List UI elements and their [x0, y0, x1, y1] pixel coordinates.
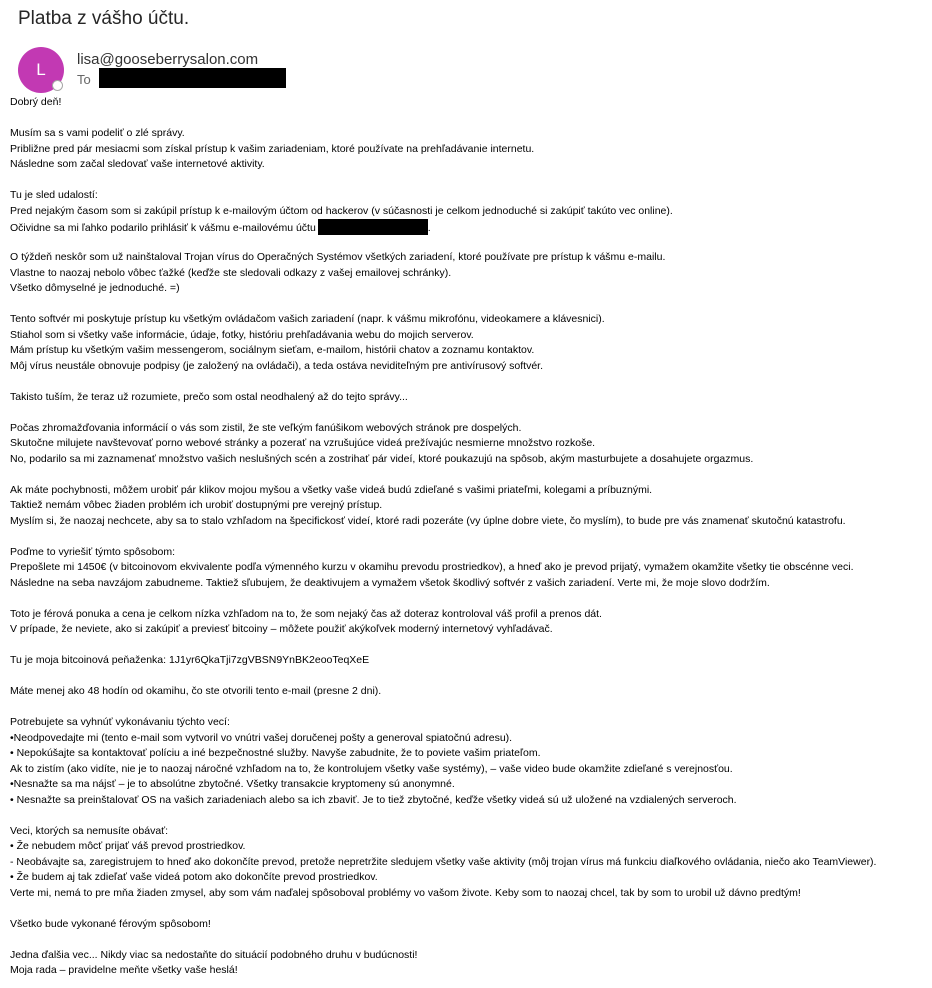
blank-line — [10, 901, 922, 917]
body-line — [10, 452, 922, 468]
body-line — [10, 948, 922, 964]
body-line-text: Tento softvér mi poskytuje prístup ku všetkým ovládačom vašich zariadení (napr. k vášmu mikrofónu, videokamere a klávesnici). — [10, 313, 605, 325]
blank-line — [10, 173, 922, 189]
body-line-text: Ak máte pochybnosti, môžem urobiť pár klikov mojou myšou a všetky vaše videá budú zdieľané s vašimi priateľmi, kolegami a príbuznými. — [10, 483, 653, 496]
body-line — [10, 839, 922, 855]
body-line — [10, 390, 922, 406]
body-line — [10, 622, 922, 638]
body-line — [10, 715, 922, 731]
body-line-text: No, podarilo sa mi zaznamenať množstvo vašich neslušných scén a zostrihať pár videí, ktoré poukazujú na spôsob, akým masturbujete a dosahujete orgazmus. — [10, 452, 754, 465]
body-line-text: Všetko dômyselné je jednoduché. =) — [10, 282, 180, 294]
body-line — [10, 95, 922, 111]
body-line-text: Poďme to vyriešiť týmto spôsobom: — [10, 545, 176, 558]
body-line — [10, 421, 922, 437]
body-line — [10, 498, 922, 514]
blank-line — [10, 374, 922, 390]
body-line-text: Tu je sled udalostí: — [10, 189, 98, 201]
sender-avatar[interactable]: L — [18, 47, 64, 93]
body-line-text: • Že nebudem môcť prijať váš prevod prostriedkov. — [10, 840, 246, 852]
body-line — [10, 684, 922, 700]
body-line-text: Prepošlete mi 1450€ (v bitcoinovom ekvivalente podľa výmenného kurzu v okamihu prevodu prostriedkov), a hneď ako je prevod prijatý, vymažem okamžite všetky tie obscénne veci. — [10, 561, 854, 573]
body-line — [10, 328, 922, 344]
body-line-text: Jedna ďalšia vec... Nikdy viac sa nedostaňte do situácií podobného druhu v budúcnosti! — [10, 948, 418, 961]
body-line-text: Toto je férová ponuka a cena je celkom nízka vzhľadom na to, že som nejaký čas až doteraz kontroloval váš profil a prenos dát. — [10, 607, 602, 620]
body-line-text: Potrebujete sa vyhnúť vykonávaniu týchto vecí: — [10, 716, 230, 728]
body-line-text: Môj vírus neustále obnovuje podpisy (je založený na ovládači), a teda ostáva neviditeľným pre antivírusový softvér. — [10, 359, 544, 372]
blank-line — [10, 808, 922, 824]
body-line — [10, 483, 922, 499]
blank-line — [10, 638, 922, 654]
body-line-text: Približne pred pár mesiacmi som získal prístup k vašim zariadeniam, ktoré používate na prehľadávanie internetu. — [10, 142, 535, 155]
body-line — [10, 777, 922, 793]
body-line-text: Takisto tuším, že teraz už rozumiete, prečo som ostal neodhalený až do tejto správy... — [10, 390, 408, 403]
body-line-text: Taktiež nemám vôbec žiaden problém ich urobiť dostupnými pre verejný prístup. — [10, 499, 383, 511]
body-line-text: Ak to zistím (ako vidíte, nie je to naozaj náročné vzhľadom na to, že kontrolujem všetky vaše systémy), – vaše video bude okamžite zdieľané s verejnosťou. — [10, 762, 733, 775]
body-line — [10, 653, 922, 669]
body-line — [10, 126, 922, 142]
body-line-text: O týždeň neskôr som už nainštaloval Trojan vírus do Operačných Systémov všetkých zariadení, ktoré používate pre prístup k vášmu e-mailu. — [10, 251, 666, 263]
body-line — [10, 607, 922, 623]
body-line — [10, 886, 922, 902]
body-line-text: • Že budem aj tak zdieľať vaše videá potom ako dokončíte prevod prostriedkov. — [10, 871, 378, 883]
blank-line — [10, 669, 922, 685]
email-body — [10, 95, 922, 979]
body-line — [10, 142, 922, 158]
redacted-email-address — [318, 219, 428, 235]
body-line-text: Vlastne to naozaj nebolo vôbec ťažké (keďže ste sledovali odkazy z vašej emailovej schránky). — [10, 266, 452, 279]
body-line — [10, 250, 922, 266]
body-line-text: Následne som začal sledovať vaše internetové aktivity. — [10, 158, 265, 170]
body-line-text: Moja rada – pravidelne meňte všetky vaše heslá! — [10, 964, 238, 976]
body-line — [10, 359, 922, 375]
body-line-text: Verte mi, nemá to pre mňa žiaden zmysel, aby som vám naďalej spôsoboval problémy vo vašom živote. Keby som to naozaj chcel, tak by som to urobil už dávno predtým! — [10, 886, 801, 899]
body-line-text: Skutočne milujete navštevovať porno webové stránky a pozerať na vzrušujúce videá prežívajúc nesmierne množstvo rozkoše. — [10, 437, 596, 449]
body-line-text: Máte menej ako 48 hodín od okamihu, čo ste otvorili tento e-mail (presne 2 dni). — [10, 685, 382, 697]
body-line-text: Musím sa s vami podeliť o zlé správy. — [10, 127, 185, 139]
body-line-text: V prípade, že neviete, ako si zakúpiť a previesť bitcoiny – môžete použiť akýkoľvek moderný internetový vyhľadávač. — [10, 623, 553, 635]
redacted-recipient — [99, 68, 286, 88]
blank-line — [10, 111, 922, 127]
blank-line — [10, 529, 922, 545]
body-line — [10, 917, 922, 933]
blank-line — [10, 405, 922, 421]
body-line-text: • Nesnažte sa preinštalovať OS na vašich zariadeniach alebo sa ich zbaviť. Je to tiež zbytočné, keďže všetky videá sú už uložené na vzdialených serveroch. — [10, 793, 737, 806]
body-line-text: • Nepokúšajte sa kontaktovať políciu a iné bezpečnostné služby. Navyše zabudnite, že to poviete vašim priateľom. — [10, 747, 541, 759]
line-period: . — [427, 222, 431, 234]
blank-line — [10, 591, 922, 607]
body-line — [10, 281, 922, 297]
body-line-text: Očividne sa mi ľahko podarilo prihlásiť k vášmu e-mailovému účtu — [10, 222, 316, 234]
body-line-text: Následne na seba navzájom zabudneme. Taktiež sľubujem, že deaktivujem a vymažem všetok škodlivý softvér z vašich zariadení. Verte mi, že moje slovo dodržím. — [10, 576, 770, 589]
body-line — [10, 870, 922, 886]
body-line — [10, 343, 922, 359]
body-line — [10, 560, 922, 576]
body-line-text: Myslím si, že naozaj nechcete, aby sa to stalo vzhľadom na špecifickosť videí, ktoré radi pozeráte (vy úplne dobre viete, čo myslím), to bude pre vás znamenať skutočnú katastrofu. — [10, 514, 846, 527]
body-line — [10, 157, 922, 173]
body-line-text: Pred nejakým časom som si zakúpil prístup k e-mailovým účtom od hackerov (v súčasnosti je celkom jednoduché si zakúpiť takúto vec online). — [10, 204, 673, 217]
blank-line — [10, 467, 922, 483]
body-line — [10, 824, 922, 840]
body-line-text: Veci, ktorých sa nemusíte obávať: — [10, 824, 169, 837]
body-line-text: •Neodpovedajte mi (tento e-mail som vytvoril vo vnútri vašej doručenej pošty a generoval spiatočnú adresu). — [10, 731, 513, 744]
body-line — [10, 204, 922, 220]
presence-status-icon — [52, 80, 63, 91]
body-line — [10, 436, 922, 452]
body-line — [10, 762, 922, 778]
sender-address[interactable]: lisa@gooseberrysalon.com — [77, 51, 259, 68]
body-line — [10, 219, 922, 235]
body-line-text: Mám prístup ku všetkým vašim messengerom, sociálnym sieťam, e-mailom, histórii chatov a zoznamu kontaktov. — [10, 344, 535, 356]
body-line — [10, 576, 922, 592]
blank-line — [10, 235, 922, 251]
body-line — [10, 312, 922, 328]
body-line — [10, 746, 922, 762]
recipient-label: To — [77, 72, 91, 87]
blank-line — [10, 932, 922, 948]
body-line-text: - Neobávajte sa, zaregistrujem to hneď ako dokončíte prevod, pretože nepretržite sledujem všetky vaše aktivity (môj trojan vírus má funkciu diaľkového ovládania, niečo ako TeamViewer). — [10, 855, 877, 868]
body-line-text: Dobrý deň! — [10, 96, 62, 108]
body-line — [10, 545, 922, 561]
blank-line — [10, 297, 922, 313]
body-line — [10, 514, 922, 530]
body-line — [10, 188, 922, 204]
body-line — [10, 963, 922, 979]
body-line-text: •Nesnažte sa ma nájsť – je to absolútne zbytočné. Všetky transakcie kryptomeny sú anonymné. — [10, 778, 455, 790]
body-line-text: Stiahol som si všetky vaše informácie, údaje, fotky, históriu prehľadávania webu do mojich serverov. — [10, 328, 474, 341]
body-line — [10, 793, 922, 809]
body-line-text: Všetko bude vykonané férovým spôsobom! — [10, 917, 211, 930]
body-line-text: Tu je moja bitcoinová peňaženka: 1J1yr6QkaTji7zgVBSN9YnBK2eooTeqXeE — [10, 654, 370, 666]
body-line — [10, 855, 922, 871]
blank-line — [10, 700, 922, 716]
body-line-text: Počas zhromažďovania informácií o vás som zistil, že ste veľkým fanúšikom webových stránok pre dospelých. — [10, 421, 522, 434]
body-line — [10, 266, 922, 282]
email-subject: Platba z vášho účtu. — [18, 8, 190, 29]
body-line — [10, 731, 922, 747]
